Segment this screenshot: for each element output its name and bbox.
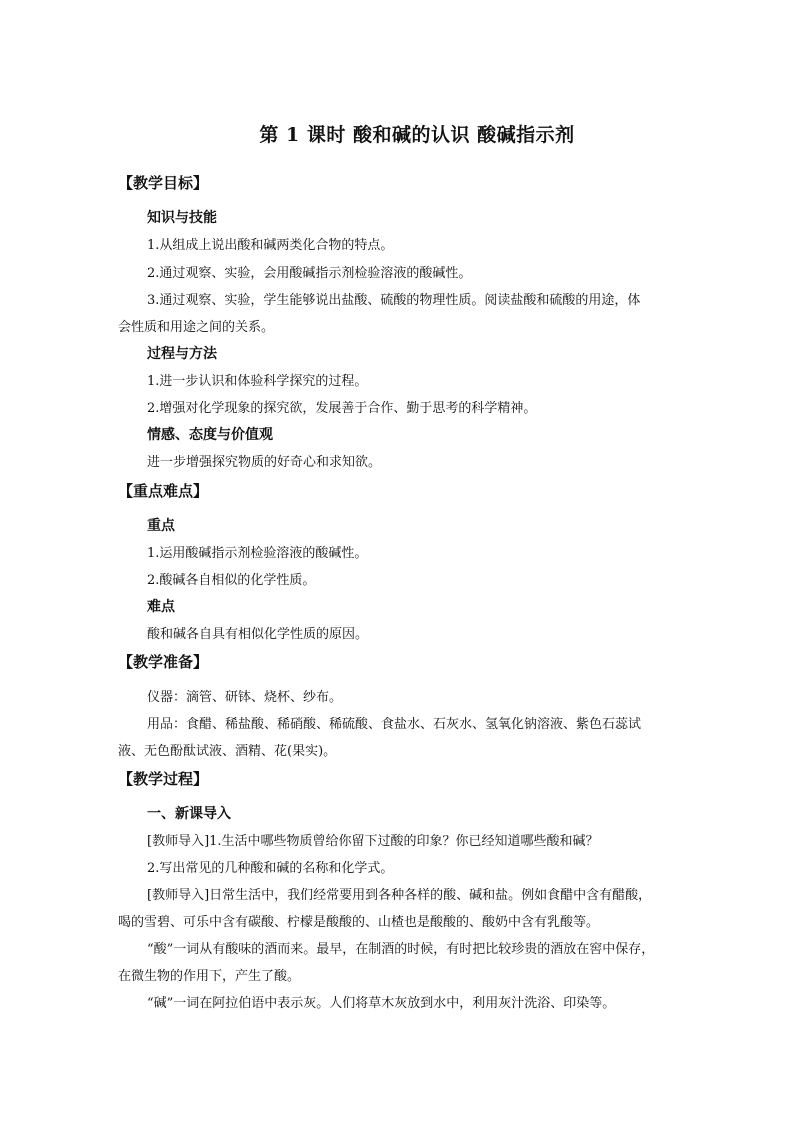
paragraph-line: 仪器：滴管、研钵、烧杯、纱布。: [147, 690, 343, 705]
subheading-difficult: 难点: [147, 599, 175, 615]
paragraph-line: 用品：食醋、稀盐酸、稀硝酸、稀硫酸、食盐水、石灰水、氢氧化钠溶液、紫色石蕊试: [147, 717, 642, 732]
section-heading-key-points: 【重点难点】: [118, 482, 209, 500]
paragraph-line: 喝的雪碧、可乐中含有碳酸、柠檬是酸酸的、山楂也是酸酸的、酸奶中含有乳酸等。: [118, 915, 600, 930]
paragraph-line: 1.从组成上说出酸和碱两类化合物的特点。: [147, 238, 394, 253]
paragraph-line: 2.通过观察、实验，会用酸碱指示剂检验溶液的酸碱性。: [147, 266, 472, 281]
subheading-process: 过程与方法: [147, 346, 217, 362]
paragraph-line: 会性质和用途之间的关系。: [118, 320, 275, 335]
paragraph-line: 2.增强对化学现象的探究欲，发展善于合作、勤于思考的科学精神。: [147, 401, 537, 416]
paragraph-line: 在微生物的作用下，产生了酸。: [118, 969, 301, 984]
paragraph-line: 2.写出常见的几种酸和碱的名称和化学式。: [147, 861, 394, 876]
paragraph-line: 液、无色酚酞试液、酒精、花(果实)。: [118, 744, 337, 759]
paragraph-line: 3.通过观察、实验，学生能够说出盐酸、硫酸的物理性质。阅读盐酸和硫酸的用途，体: [147, 293, 641, 308]
paragraph-line: 2.酸碱各自相似的化学性质。: [147, 573, 316, 588]
paragraph-line: [教师导入]日常生活中，我们经常要用到各种各样的酸、碱和盐。例如食醋中含有醋酸，: [147, 888, 652, 903]
paragraph-line: 进一步增强探究物质的好奇心和求知欲。: [147, 455, 382, 470]
subheading-introduction: 一、新课导入: [147, 806, 231, 822]
paragraph-line: “酸”一词从有酸味的酒而来。最早，在制酒的时候，有时把比较珍贵的酒放在窖中保存，: [147, 942, 655, 957]
subheading-attitude: 情感、态度与价值观: [147, 427, 273, 443]
subheading-key: 重点: [147, 518, 175, 534]
paragraph-line: 1.进一步认识和体验科学探究的过程。: [147, 374, 368, 389]
paragraph-line: [教师导入]1.生活中哪些物质曾给你留下过酸的印象？你已经知道哪些酸和碱？: [147, 834, 599, 849]
section-heading-objectives: 【教学目标】: [118, 174, 209, 192]
paragraph-line: “碱”一词在阿拉伯语中表示灰。人们将草木灰放到水中，利用灰汁洗浴、印染等。: [147, 996, 616, 1011]
paragraph-line: 酸和碱各自具有相似化学性质的原因。: [147, 627, 369, 642]
section-heading-preparation: 【教学准备】: [118, 653, 209, 671]
document-title: 第 1 课时 酸和碱的认识 酸碱指示剂: [259, 124, 575, 146]
paragraph-line: 1.运用酸碱指示剂检验溶液的酸碱性。: [147, 546, 368, 561]
section-heading-process: 【教学过程】: [118, 770, 209, 788]
subheading-knowledge: 知识与技能: [147, 210, 217, 226]
